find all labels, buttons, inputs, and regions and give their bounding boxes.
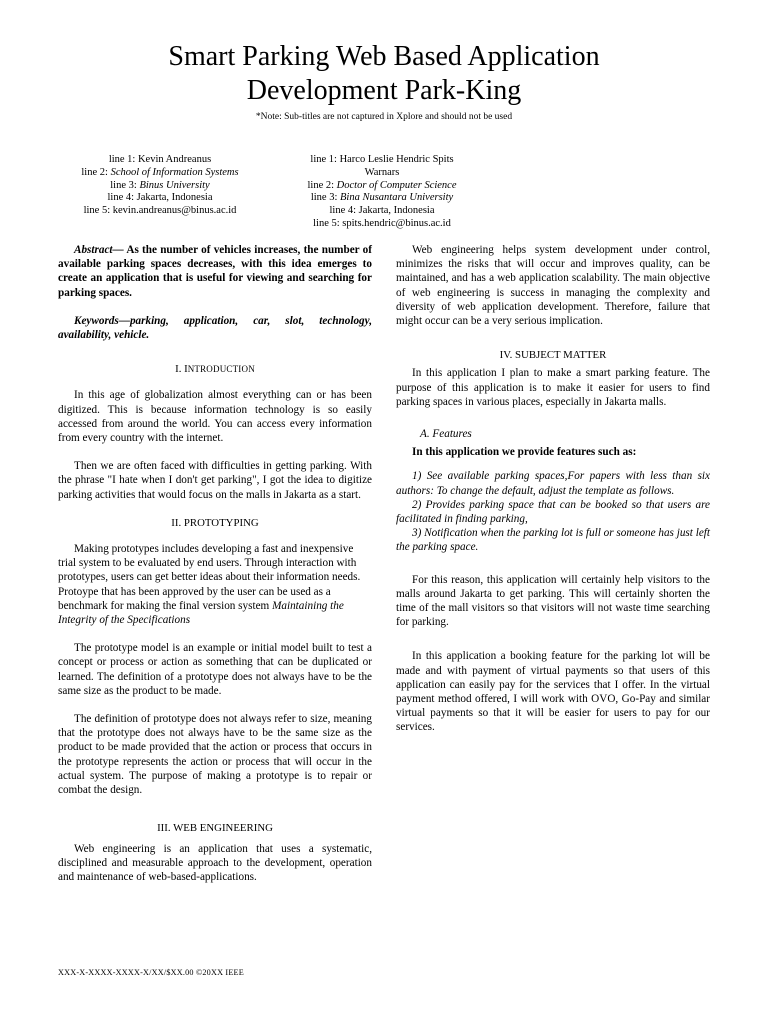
author-1-organization: Binus University: [139, 179, 210, 191]
feature-item-3: 3) Notification when the parking lot is full or someone has just left the parking space.: [396, 527, 710, 554]
feature-item-2: 2) Provides parking space that can be booked so that users are facilitated in finding parking,: [396, 498, 710, 526]
subsection-features-heading: A. Features: [420, 428, 472, 441]
author-1-email: line 5: kevin.andreanus@binus.ac.id: [83, 205, 237, 217]
web-engineering-paragraph-1: Web engineering is an application that uses a systematic, disciplined and measurable approach to the development, operation and maintenance of web-based-applications.: [58, 842, 372, 883]
subject-matter-paragraph-3: In this application a booking feature for the parking lot will be made and with payment of virtual payments so that users of this application can easily pay for the services that I offer. In the virtual payment method offered, I will work with OVO, Go-Pay and similar virtual payments so that it will be easier for users to pay for our services.: [396, 650, 710, 734]
prototyping-paragraph-1: Making prototypes includes developing a fast and inexpensive trial system to be evaluated by end users. Through interaction with prototypes, users can get better ideas about their information needs. Protoype that has been approved by the user can be used as a benchmark for making the final version system Maintaining the Integrity of the Specifications: [58, 543, 361, 627]
copyright-footer: XXX-X-XXXX-XXXX-X/XX/$XX.00 ©20XX IEEE: [58, 968, 244, 977]
author-2-organization: Bina Nusantara University: [340, 192, 454, 204]
keywords: Keywords—parking, application, car, slot, technology, availability, vehicle.: [58, 314, 372, 342]
author-1-department: School of Information Systems: [110, 166, 239, 178]
section-introduction-heading: I. INTRODUCTION: [175, 363, 255, 376]
subject-matter-paragraph-2: For this reason, this application will certainly help visitors to the malls around Jakarta to get parking. This will certainly shorten the time of the mall visitors so that visitors will not waste time searching for parking.: [396, 573, 710, 629]
author-block-1: line 1: Kevin Andreanus line 2: School of Information Systems line 3: Binus University line 4: Jakarta, Indonesia line 5: kevin.andreanus@binus.ac.id: [40, 154, 280, 218]
abstract: Abstract— As the number of vehicles increases, the number of available parking spaces decreases, with this idea emerges to create an application that is useful for viewing and searching for parking spaces.: [58, 244, 372, 299]
author-1-line-1: line 1: Kevin Andreanus: [108, 154, 212, 165]
author-2-department: Doctor of Computer Science: [336, 179, 457, 191]
author-1-line-4: line 4: Jakarta, Indonesia: [107, 192, 213, 204]
subject-matter-paragraph-1: In this application I plan to make a smart parking feature. The purpose of this application is to make it easier for users to find parking spaces in various places, especially in Jakarta malls.: [396, 367, 710, 408]
author-2-line-1-cont: Warnars: [364, 166, 400, 178]
feature-item-1: 1) See available parking spaces,For papers with less than six authors: To change the default, adjust the template as follows.: [396, 470, 710, 497]
prototyping-paragraph-3: The definition of prototype does not always refer to size, meaning that the prototype does not always have to be the same size as the product to be made provided that the action or process that occurs in the prototype represents the action or process that will occur in the actual system. The purpose of making a prototype is to repair or combat the design.: [58, 713, 372, 797]
right-column: [396, 243, 710, 749]
section-subject-matter-heading: IV. SUBJECT MATTER: [499, 349, 607, 362]
intro-paragraph-2: Then we are often faced with difficulties in getting parking. With the phrase "I hate when I don't get parking", I got the idea to digitize parking activities that would focus on the malls in Jakarta as a start.: [58, 460, 372, 501]
author-2-email: line 5: spits.hendric@binus.ac.id: [313, 217, 451, 229]
title-line-1: Smart Parking Web Based Application: [168, 41, 600, 72]
author-block-2: line 1: Harco Leslie Hendric Spits Warnars line 2: Doctor of Computer Science line 3: Bina Nusantara University line 4: Jakarta, Indonesia line 5: spits.hendric@binus.ac.id: [262, 154, 502, 231]
features-intro: In this application we provide features such as:: [412, 446, 637, 459]
title-line-2: Development Park-King: [246, 75, 522, 106]
web-engineering-paragraph-2: Web engineering helps system development under control, minimizes the risks that will occur and improves quality, can be maintained, and has a web application scalability. The main objective of web engineering is success in managing the complexity and diversity of web application development. Therefore, failure that might occur can be a very serious implication.: [396, 244, 710, 328]
left-column: [58, 243, 372, 898]
author-2-line-4: line 4: Jakarta, Indonesia: [329, 205, 435, 217]
prototyping-paragraph-2: The prototype model is an example or initial model built to test a concept or process or action as something that can be duplicated or learned. The definition of a prototype does not always have to be the same size as the product to be made.: [58, 642, 372, 697]
section-web-engineering-heading: III. WEB ENGINEERING: [157, 822, 273, 835]
intro-paragraph-1: In this age of globalization almost everything can or has been digitized. This is because information technology is so easily accessed from around the world. You can access every information from every country with the internet.: [58, 389, 372, 445]
features-list: [396, 469, 710, 554]
author-2-line-1: line 1: Harco Leslie Hendric Spits: [310, 154, 454, 165]
paper-title: [0, 40, 768, 108]
section-prototyping-heading: II. PROTOTYPING: [171, 516, 259, 529]
subtitle-note: *Note: Sub-titles are not captured in Xplore and should not be used: [255, 112, 513, 122]
